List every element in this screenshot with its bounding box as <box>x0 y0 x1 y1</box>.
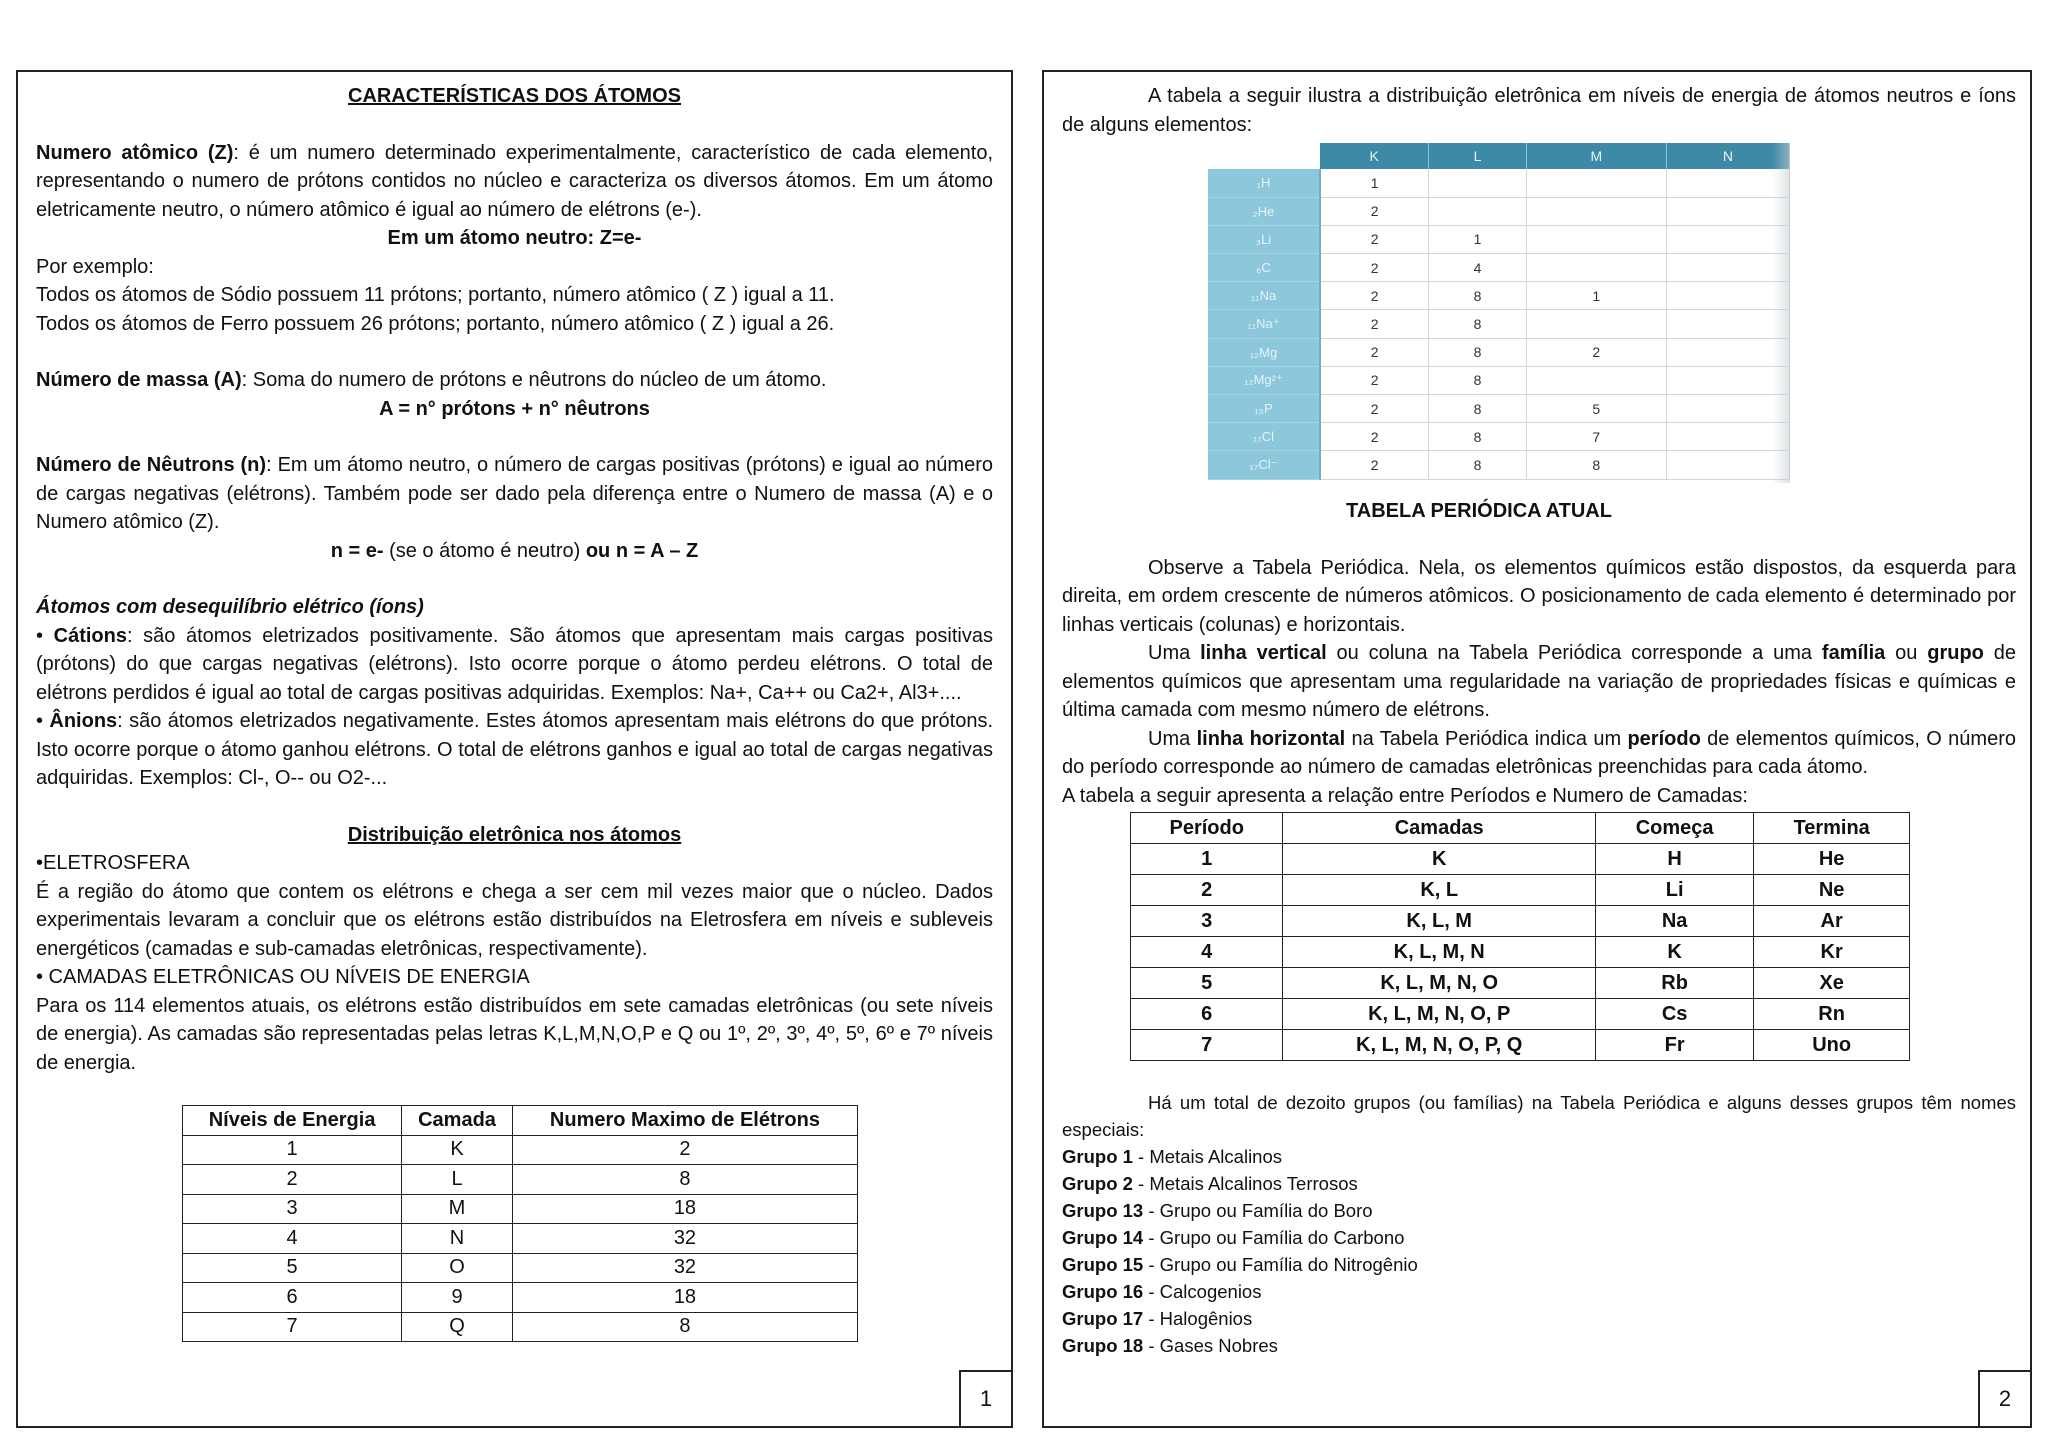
list-item: Grupo 15 - Grupo ou Família do Nitrogênio <box>1062 1254 1418 1275</box>
page-1 <box>16 70 1013 1428</box>
list-item: Grupo 18 - Gases Nobres <box>1062 1335 1278 1356</box>
eletrosfera-paragraph: É a região do átomo que contem os elétrons e chega a ser cem mil vezes maior que o núcleo. Dados experimentais levaram a concluir que os elétrons estão distribuídos na Eletrosfera em níveis e subleveis energéticos (camadas e sub-camadas eletrônicas, respectivamente). <box>36 880 993 960</box>
table-row: 3 M 18 <box>183 1194 858 1224</box>
mass-number-term: Número de massa (A) <box>36 369 242 391</box>
periodic-paragraph-2: Uma linha vertical ou coluna na Tabela Periódica corresponde a uma família ou grupo de elementos químicos que apresentam uma regularidade na variação de propriedades físicas e químicas e última camada com mesmo número de elétrons. <box>1062 642 2016 721</box>
periodic-paragraph-1: Observe a Tabela Periódica. Nela, os elementos químicos estão dispostos, da esquerda para direita, em ordem crescente de números atômicos. O posicionamento de cada elemento é determinado por linhas verticais (colunas) e horizontais. <box>1062 556 2016 636</box>
cations-term: Cátions <box>53 624 127 647</box>
energy-header-levels: Níveis de Energia <box>183 1106 402 1136</box>
table-row: 3 K, L, M Na Ar <box>1131 906 1910 937</box>
period-table-intro: A tabela a seguir apresenta a relação entre Períodos e Numero de Camadas: <box>1062 784 1748 807</box>
periodic-paragraph-3: Uma linha horizontal na Tabela Periódica indica um período de elementos químicos, O número do período corresponde ao número de camadas eletrônicas preenchidas para cada átomo. <box>1062 727 2016 778</box>
page-number-1: 1 <box>959 1370 1011 1426</box>
page-1-title: CARACTERÍSTICAS DOS ÁTOMOS <box>348 85 681 107</box>
ions-title: Átomos com desequilíbrio elétrico (íons) <box>36 596 424 618</box>
dist-header-n: N <box>1666 143 1789 169</box>
period-table-header <box>1131 813 1910 844</box>
table-row: 1 K 2 <box>183 1135 858 1165</box>
list-item: Grupo 17 - Halogênios <box>1062 1308 1253 1329</box>
example-iron: Todos os átomos de Ferro possuem 26 prótons; portanto, número atômico ( Z ) igual a 26. <box>36 312 835 335</box>
camadas-label: • CAMADAS ELETRÔNICAS OU NÍVEIS DE ENERGIA <box>36 966 530 988</box>
atomic-number-formula: Em um átomo neutro: Z=e- <box>387 227 642 249</box>
list-item: Grupo 2 - Metais Alcalinos Terrosos <box>1062 1173 1358 1194</box>
neutrons-formula: n = e- (se o átomo é neutro) ou n = A – Z <box>330 539 699 562</box>
table-row: ₃Li 2 1 <box>1208 225 1790 253</box>
atomic-number-paragraph: Numero atômico (Z): é um numero determinado experimentalmente, característico de cada elemento, representando o numero de prótons contidos no núcleo e caracteriza os diversos átomos. Em um átomo eletricamente neutro, o número atômico é igual ao número de elétrons (e-). <box>36 141 993 221</box>
mass-number-formula: A = n° prótons + n° nêutrons <box>379 397 650 420</box>
list-item: Grupo 16 - Calcogenios <box>1062 1281 1262 1302</box>
energy-header-layer: Camada <box>402 1106 513 1136</box>
anions-paragraph: • Ânions: são átomos eletrizados negativamente. Estes átomos apresentam mais elétrons do que prótons. Isto ocorre porque o átomo ganhou elétrons. O total de elétrons ganhos e igual ao total de cargas negativas adquiridas. Exemplos: Cl-, O-- ou O2-... <box>36 710 994 789</box>
dist-table-header <box>1208 143 1790 169</box>
table-row: 6 K, L, M, N, O, P Cs Rn <box>1131 999 1910 1030</box>
electron-distribution-image-table <box>1208 143 1790 483</box>
table-row: 2 K, L Li Ne <box>1131 875 1910 906</box>
atomic-number-term: Numero atômico (Z) <box>36 141 234 164</box>
distribution-title: Distribuição eletrônica nos átomos <box>347 823 682 846</box>
table-row: ₁₂Mg²⁺ 2 8 <box>1208 366 1790 394</box>
period-header-period: Período <box>1131 813 1283 844</box>
camadas-paragraph: Para os 114 elementos atuais, os elétrons estão distribuídos em sete camadas eletrônicas (ou sete níveis de energia). As camadas são representadas pelas letras K,L,M,N,O,P e Q ou 1º, 2º, 3º, 4º, 5º, 6º e 7º níveis de energia. <box>36 994 993 1074</box>
example-intro: Por exemplo: <box>36 255 154 278</box>
dist-header-k: K <box>1320 143 1429 169</box>
table-row: 4 K, L, M, N K Kr <box>1131 937 1910 968</box>
cations-paragraph: • Cátions: são átomos eletrizados positivamente. São átomos que apresentam mais cargas positivas (prótons) do que cargas negativas (elétrons). Isto ocorre porque o átomo perdeu elétrons. O total de elétrons perdidos é igual ao total de cargas positivas adquiridas. Exemplos: Na+, Ca++ ou Ca2+, Al3+.... <box>36 624 993 704</box>
page-2 <box>1042 70 2032 1428</box>
page-number-2: 2 <box>1978 1370 2030 1426</box>
table-row: ₁₇Cl⁻ 2 8 8 <box>1208 451 1790 479</box>
table-row: 7 Q 8 <box>183 1312 858 1342</box>
example-sodium: Todos os átomos de Sódio possuem 11 prótons; portanto, número atômico ( Z ) igual a 11. <box>36 284 835 306</box>
electron-distribution-table <box>1208 143 1790 480</box>
energy-header-max: Numero Maximo de Elétrons <box>512 1106 857 1136</box>
period-header-start: Começa <box>1595 813 1753 844</box>
mass-number-paragraph: Número de massa (A): Soma do numero de prótons e nêutrons do núcleo de um átomo. <box>36 369 827 391</box>
period-header-end: Termina <box>1754 813 1910 844</box>
period-header-layers: Camadas <box>1283 813 1596 844</box>
table-row: 4 N 32 <box>183 1224 858 1254</box>
table-row: 5 O 32 <box>183 1253 858 1283</box>
list-item: Grupo 13 - Grupo ou Família do Boro <box>1062 1200 1373 1221</box>
table-row: 6 9 18 <box>183 1283 858 1313</box>
table-row: ₁H 1 <box>1208 169 1790 197</box>
energy-levels-table <box>182 1105 858 1342</box>
table-row: 5 K, L, M, N, O Rb Xe <box>1131 968 1910 999</box>
table-row: ₆C 2 4 <box>1208 254 1790 282</box>
table-row: 2 L 8 <box>183 1165 858 1195</box>
table-row: ₁₅P 2 8 5 <box>1208 395 1790 423</box>
groups-list <box>1062 1143 2016 1359</box>
table-row: ₁₇Cl 2 8 7 <box>1208 423 1790 451</box>
table-row: ₂He 2 <box>1208 197 1790 225</box>
table-row: ₁₁Na⁺ 2 8 <box>1208 310 1790 338</box>
dist-header-m: M <box>1526 143 1666 169</box>
table-row: 1 K H He <box>1131 844 1910 875</box>
list-item: Grupo 1 - Metais Alcalinos <box>1062 1146 1283 1167</box>
energy-table-header <box>183 1106 858 1136</box>
groups-intro: Há um total de dezoito grupos (ou famílias) na Tabela Periódica e alguns desses grupos têm nomes especiais: <box>1062 1092 2016 1140</box>
eletrosfera-label: •ELETROSFERA <box>36 852 190 874</box>
neutrons-paragraph: Número de Nêutrons (n): Em um átomo neutro, o número de cargas positivas (prótons) e igual ao número de cargas negativas (elétrons). Também pode ser dado pela diferença entre o Numero de massa (A) e o Numero atômico (Z). <box>36 454 993 533</box>
table-row: ₁₂Mg 2 8 2 <box>1208 338 1790 366</box>
dist-header-l: L <box>1429 143 1526 169</box>
anions-term: Ânions <box>49 710 118 732</box>
periods-table <box>1130 812 1910 1061</box>
list-item: Grupo 14 - Grupo ou Família do Carbono <box>1062 1227 1405 1248</box>
table-row: 7 K, L, M, N, O, P, Q Fr Uno <box>1131 1030 1910 1061</box>
periodic-table-title: TABELA PERIÓDICA ATUAL <box>1346 500 1612 522</box>
table-row: ₁₁Na 2 8 1 <box>1208 282 1790 310</box>
neutrons-term: Número de Nêutrons (n) <box>36 454 267 476</box>
distribution-intro: A tabela a seguir ilustra a distribuição eletrônica em níveis de energia de átomos neutros e íons de alguns elementos: <box>1062 85 2016 136</box>
